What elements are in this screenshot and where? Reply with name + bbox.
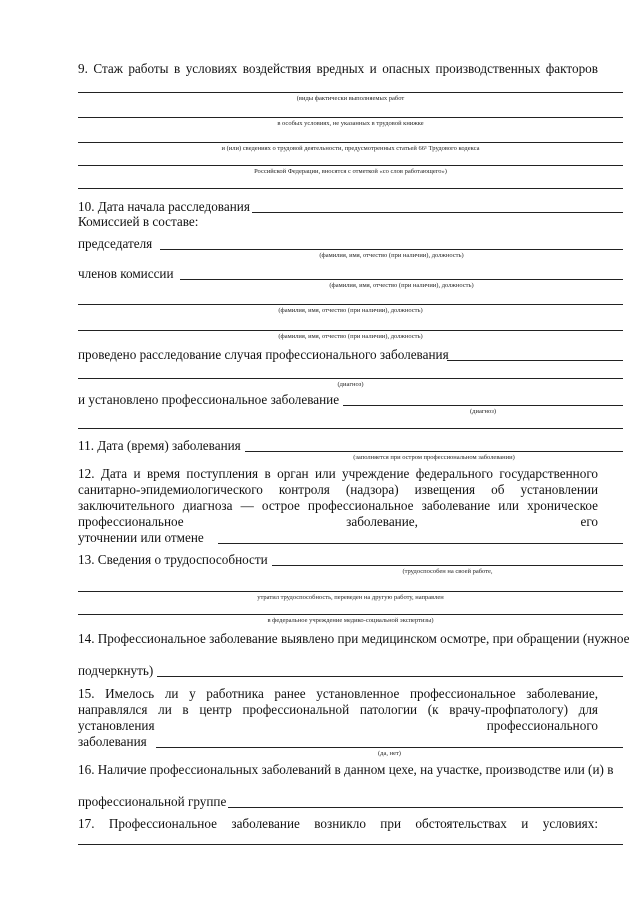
section-10-label: 10. Дата начала расследования [78, 199, 250, 214]
section-15-text: установления профессионального [78, 718, 598, 733]
prior-disease-field[interactable] [156, 747, 623, 748]
circumstances-field[interactable] [78, 844, 623, 845]
caption: (фамилия, имя, отчество (при наличии), должность) [278, 333, 423, 340]
caption: и (или) сведениях о трудовой деятельности, предусмотренных статьей 66¹ Трудового кодекса [221, 145, 480, 152]
section-15-text: 15. Имелось ли у работника ранее установленное профессиональное заболевание, [78, 686, 598, 701]
caption: утратил трудоспособность, переведен на другую работу, направлен [257, 594, 444, 601]
fill-line[interactable] [78, 142, 623, 143]
caption: (фамилия, имя, отчество (при наличии), должность) [329, 282, 474, 289]
caption: в особых условиях, не указанных в трудовой книжке [277, 120, 424, 127]
section-12-text: заключительного диагноза — острое профессиональное заболевание или хроническое [78, 498, 598, 513]
notice-date-field[interactable] [218, 543, 623, 544]
section-12-text: 12. Дата и время поступления в орган или учреждение федерального государственного [78, 466, 598, 481]
fill-line[interactable] [78, 117, 623, 118]
section-16-text: профессиональной группе [78, 794, 227, 809]
caption: (фамилия, имя, отчество (при наличии), должность) [319, 252, 464, 259]
caption: (да, нет) [378, 750, 401, 757]
section-11-label: 11. Дата (время) заболевания [78, 438, 241, 453]
section-12-text: санитарно-эпидемиологического контроля (надзора) извещения об установлении [78, 482, 598, 497]
section-17-text: 17. Профессиональное заболевание возникло при обстоятельствах и условиях: [78, 816, 598, 831]
chair-field[interactable] [160, 249, 623, 250]
detection-field[interactable] [157, 676, 623, 677]
members-label: членов комиссии [78, 266, 174, 281]
caption: (диагноз) [337, 381, 364, 388]
caption: (виды фактически выполняемых работ [296, 95, 405, 102]
disease-date-field[interactable] [245, 451, 623, 452]
caption: (фамилия, имя, отчество (при наличии), должность) [278, 307, 423, 314]
fill-line[interactable] [78, 591, 623, 592]
section-14-text: подчеркнуть) [78, 663, 154, 678]
caption: (диагноз) [470, 408, 496, 415]
fill-line[interactable] [78, 92, 623, 93]
fill-line[interactable] [78, 614, 623, 615]
start-date-field[interactable] [252, 212, 623, 213]
fill-line[interactable] [78, 428, 623, 429]
caption: (трудоспособен на своей работе, [402, 568, 493, 575]
work-capacity-field[interactable] [272, 565, 623, 566]
caption: (заполняется при остром профессиональном заболевании) [353, 454, 515, 461]
section-12-text: профессиональное заболевание, его [78, 514, 598, 529]
section-12-text: уточнении или отмене [78, 530, 204, 545]
established-diagnosis-field[interactable] [343, 405, 623, 406]
investigated-label: проведено расследование случая профессионального заболевания [78, 347, 449, 362]
section-14-text: 14. Профессиональное заболевание выявлено при медицинском осмотре, при обращении (нужное [78, 631, 630, 646]
diagnosis-field[interactable] [447, 360, 623, 361]
section-9-heading: 9. Стаж работы в условиях воздействия вредных и опасных производственных факторов [78, 61, 598, 76]
member-field[interactable] [78, 304, 623, 305]
commission-label: Комиссией в составе: [78, 214, 199, 229]
caption: Российской Федерации, вносятся с отметкой «со слов работающего») [254, 168, 447, 175]
section-16-text: 16. Наличие профессиональных заболеваний в данном цехе, на участке, производстве или (и) в [78, 762, 614, 777]
fill-line[interactable] [78, 165, 623, 166]
group-diseases-field[interactable] [228, 807, 623, 808]
established-label: и установлено профессиональное заболевание [78, 392, 340, 407]
chair-label: председателя [78, 236, 153, 251]
member-field[interactable] [78, 330, 623, 331]
caption: в федеральное учреждение медико-социальной экспертизы) [267, 617, 434, 624]
section-15-text: направлялся ли в центр профессиональной патологии (к врачу-профпатологу) для [78, 702, 598, 717]
fill-line[interactable] [78, 188, 623, 189]
section-15-text: заболевания [78, 734, 147, 749]
diagnosis-field[interactable] [78, 378, 623, 379]
member-field[interactable] [180, 279, 623, 280]
section-13-label: 13. Сведения о трудоспособности [78, 552, 268, 567]
